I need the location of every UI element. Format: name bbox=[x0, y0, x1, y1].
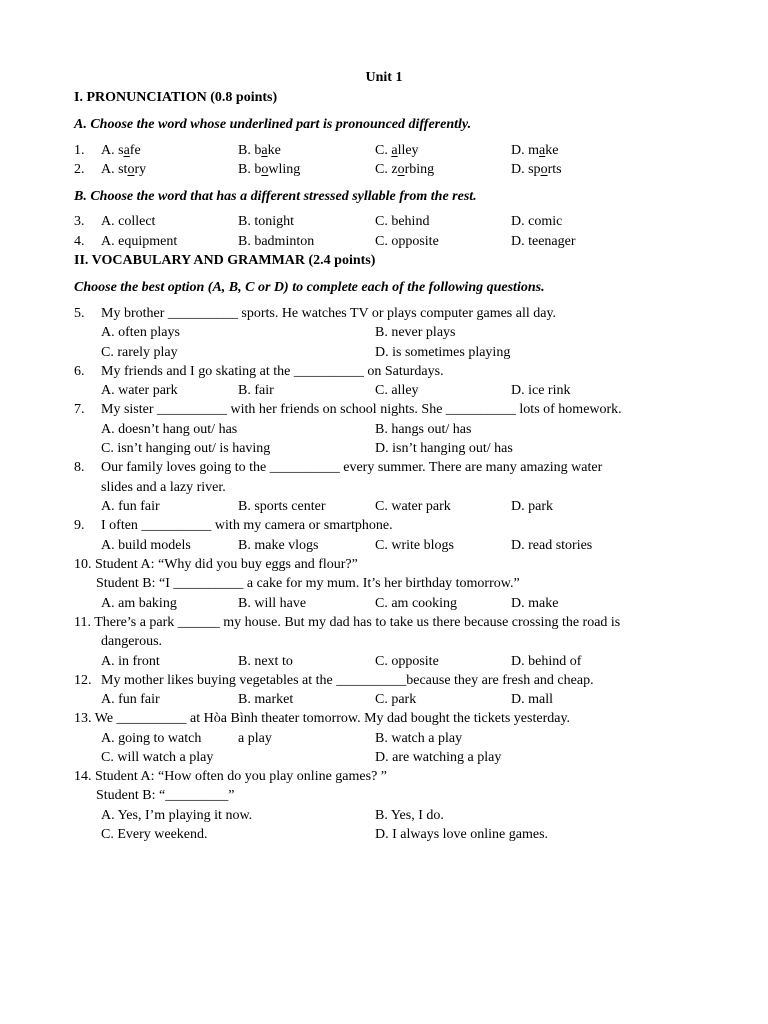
question-11 bbox=[0, 613, 768, 632]
options-row bbox=[0, 420, 768, 439]
option-c[interactable]: C. opposite bbox=[375, 234, 439, 249]
question-text: 14. Student A: “How often do you play online games? ” bbox=[74, 769, 387, 784]
option-b[interactable]: B. never plays bbox=[375, 325, 456, 340]
option-a[interactable]: A. safe bbox=[101, 143, 141, 158]
option-c[interactable]: C. water park bbox=[375, 499, 451, 514]
option-d[interactable]: D. ice rink bbox=[511, 383, 571, 398]
option-b[interactable]: B. bake bbox=[238, 143, 281, 158]
section-heading-pronunciation: I. PRONUNCIATION (0.8 points) bbox=[74, 90, 278, 105]
option-d[interactable]: D. are watching a play bbox=[375, 750, 502, 765]
option-a[interactable]: A. build models bbox=[101, 538, 191, 553]
question-7: 7. My sister __________ with her friends on school nights. She __________ lots of homework. bbox=[0, 400, 768, 419]
question-8: 8. Our family loves going to the __________ every summer. There are many amazing water bbox=[0, 458, 768, 477]
question-1: 1. A. safe B. bake C. alley D. make bbox=[0, 141, 768, 160]
option-a[interactable]: A. Yes, I’m playing it now. bbox=[101, 808, 253, 823]
question-text: My sister __________ with her friends on school nights. She __________ lots of homework. bbox=[101, 402, 622, 417]
option-a[interactable]: A. doesn’t hang out/ has bbox=[101, 422, 238, 437]
options-row bbox=[0, 729, 768, 748]
options-row bbox=[0, 748, 768, 767]
option-d[interactable]: D. isn’t hanging out/ has bbox=[375, 441, 513, 456]
option-a[interactable]: A. in front bbox=[101, 654, 160, 669]
option-d[interactable]: D. sports bbox=[511, 162, 562, 177]
option-c[interactable]: C. park bbox=[375, 692, 417, 707]
option-a[interactable]: A. often plays bbox=[101, 325, 180, 340]
option-a[interactable]: A. story bbox=[101, 162, 147, 177]
options-row bbox=[0, 806, 768, 825]
options-row bbox=[0, 652, 768, 671]
question-text: My brother __________ sports. He watches TV or plays computer games all day. bbox=[101, 306, 557, 321]
option-d[interactable]: D. I always love online games. bbox=[375, 827, 549, 842]
question-text: 10. Student A: “Why did you buy eggs and flour?” bbox=[74, 557, 358, 572]
option-b[interactable]: B. badminton bbox=[238, 234, 315, 249]
option-a[interactable]: A. going to watch bbox=[101, 731, 202, 746]
option-c[interactable]: C. alley bbox=[375, 143, 419, 158]
option-b[interactable]: B. hangs out/ has bbox=[375, 422, 472, 437]
question-9: 9. I often __________ with my camera or smartphone. bbox=[0, 516, 768, 535]
option-d[interactable]: D. park bbox=[511, 499, 553, 514]
option-a[interactable]: A. fun fair bbox=[101, 692, 160, 707]
option-a[interactable]: A. water park bbox=[101, 383, 178, 398]
option-b[interactable]: B. watch a play bbox=[375, 731, 463, 746]
question-text: My mother likes buying vegetables at the __________because they are fresh and cheap. bbox=[101, 673, 594, 688]
question-text-continued: Student B: “_________” bbox=[96, 788, 235, 803]
section-heading-vocabulary: II. VOCABULARY AND GRAMMAR (2.4 points) bbox=[74, 253, 376, 268]
options-row bbox=[0, 381, 768, 400]
instruction-part-b: B. Choose the word that has a different stressed syllable from the rest. bbox=[74, 189, 477, 204]
option-c[interactable]: C. Every weekend. bbox=[101, 827, 208, 842]
option-d[interactable]: D. comic bbox=[511, 214, 563, 229]
option-d[interactable]: D. behind of bbox=[511, 654, 582, 669]
option-c[interactable]: C. alley bbox=[375, 383, 419, 398]
question-text-continued: dangerous. bbox=[101, 634, 163, 649]
option-a[interactable]: A. equipment bbox=[101, 234, 178, 249]
option-b[interactable]: B. tonight bbox=[238, 214, 295, 229]
option-c[interactable]: C. zorbing bbox=[375, 162, 435, 177]
option-b[interactable]: B. will have bbox=[238, 596, 307, 611]
option-b[interactable]: B. market bbox=[238, 692, 294, 707]
question-6: 6. My friends and I go skating at the __________ on Saturdays. bbox=[0, 362, 768, 381]
option-d[interactable]: D. make bbox=[511, 596, 559, 611]
option-a[interactable]: A. am baking bbox=[101, 596, 177, 611]
option-c[interactable]: C. behind bbox=[375, 214, 430, 229]
question-text: 13. We __________ at Hòa Bình theater tomorrow. My dad bought the tickets yesterday. bbox=[74, 711, 571, 726]
option-b[interactable]: B. bowling bbox=[238, 162, 301, 177]
question-text: I often __________ with my camera or smartphone. bbox=[101, 518, 393, 533]
question-12: 12. My mother likes buying vegetables at the __________because they are fresh and cheap. bbox=[0, 671, 768, 690]
question-13 bbox=[0, 709, 768, 728]
option-d[interactable]: D. read stories bbox=[511, 538, 593, 553]
instruction-vocabulary: Choose the best option (A, B, C or D) to complete each of the following questions. bbox=[74, 280, 545, 295]
option-a-continued: a play bbox=[238, 731, 272, 746]
option-d[interactable]: D. mall bbox=[511, 692, 553, 707]
option-b[interactable]: B. fair bbox=[238, 383, 274, 398]
question-text-continued: slides and a lazy river. bbox=[101, 480, 226, 495]
options-row bbox=[0, 497, 768, 516]
question-10 bbox=[0, 555, 768, 574]
option-c[interactable]: C. rarely play bbox=[101, 345, 178, 360]
options-row bbox=[0, 536, 768, 555]
page-title: Unit 1 bbox=[365, 70, 403, 85]
options-row bbox=[0, 690, 768, 709]
option-a[interactable]: A. collect bbox=[101, 214, 156, 229]
question-text-continued: Student B: “I __________ a cake for my mum. It’s her birthday tomorrow.” bbox=[96, 576, 520, 591]
option-b[interactable]: B. sports center bbox=[238, 499, 326, 514]
question-text: My friends and I go skating at the __________ on Saturdays. bbox=[101, 364, 444, 379]
option-c[interactable]: C. write blogs bbox=[375, 538, 454, 553]
option-b[interactable]: B. next to bbox=[238, 654, 293, 669]
options-row bbox=[0, 343, 768, 362]
question-text: 11. There’s a park ______ my house. But my dad has to take us there because crossing the road is bbox=[74, 615, 621, 630]
option-b[interactable]: B. Yes, I do. bbox=[375, 808, 444, 823]
question-text: Our family loves going to the __________ every summer. There are many amazing water bbox=[101, 460, 603, 475]
option-d[interactable]: D. is sometimes playing bbox=[375, 345, 511, 360]
instruction-part-a: A. Choose the word whose underlined part is pronounced differently. bbox=[74, 117, 472, 132]
option-d[interactable]: D. teenager bbox=[511, 234, 576, 249]
options-row bbox=[0, 439, 768, 458]
option-c[interactable]: C. am cooking bbox=[375, 596, 458, 611]
option-c[interactable]: C. will watch a play bbox=[101, 750, 214, 765]
options-row bbox=[0, 594, 768, 613]
option-d[interactable]: D. make bbox=[511, 143, 559, 158]
option-b[interactable]: B. make vlogs bbox=[238, 538, 319, 553]
options-row bbox=[0, 323, 768, 342]
option-a[interactable]: A. fun fair bbox=[101, 499, 160, 514]
question-3: 3. A. collect B. tonight C. behind D. comic bbox=[0, 212, 768, 231]
question-14 bbox=[0, 767, 768, 786]
question-5: 5. My brother __________ sports. He watches TV or plays computer games all day. bbox=[0, 304, 768, 323]
option-c[interactable]: C. opposite bbox=[375, 654, 439, 669]
options-row bbox=[0, 825, 768, 844]
option-c[interactable]: C. isn’t hanging out/ is having bbox=[101, 441, 271, 456]
question-4: 4. A. equipment B. badminton C. opposite D. teenager bbox=[0, 232, 768, 251]
question-2: 2. A. story B. bowling C. zorbing D. sports bbox=[0, 160, 768, 179]
